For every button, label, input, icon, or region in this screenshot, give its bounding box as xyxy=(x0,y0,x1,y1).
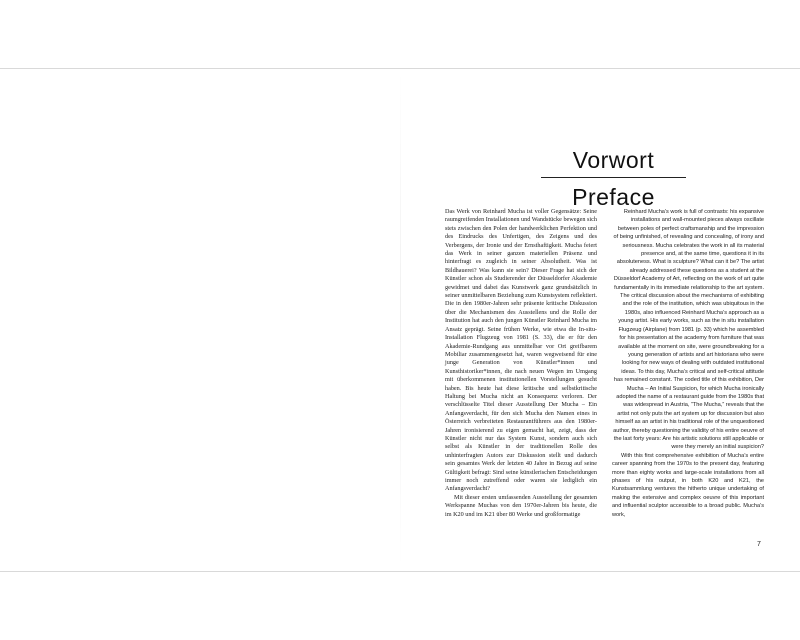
title-german: Vorwort xyxy=(572,147,655,173)
title-divider xyxy=(541,177,686,178)
german-paragraph-1: Das Werk von Reinhard Mucha ist voller Gegensätze: Seine raumgreifenden Installationen und Wandstücke bewegen sich stets zwischen den Polen der handwerklichen Perfektion und des Eindrucks des Unfertigen, des Zeigens und des Verbergens, der Ironie und der Ernsthaftigkeit. Mucha feiert das Werk in seiner ganzen materiellen Präsenz und hinterfragt es zugleich in seiner Absolutheit. Was ist Bildhauerei? Was kann sie sein? Dieser Frage hat sich der Künstler schon als Studierender der Düsseldorfer Akademie gewidmet und dabei das Kunstwerk ganz grundsätzlich in seiner unmittelbaren Beziehung zum Kunstsystem reflektiert. Die in den 1980er-Jahren sehr präsente kritische Diskussion über die Mechanismen des Ausstellens und die Rolle der Institution hat auch den jungen Künstler Reinhard Mucha im Ansatz geprägt. Seine frühen Werke, wie etwa die In-situ-Installation Flugzeug von 1981 (S. 33), die er für den Akademie-Rundgang aus unmittelbar vor Ort greifbarem Mobiliar zusammengesetzt hat, waren wegweisend für eine junge Generation von Künstler*innen und Kunsthistoriker*innen, die nach neuen Wegen im Umgang mit überkommenen institutionellen Vorstellungen gesucht haben. Bis heute hat diese kritische und selbstkritische Haltung bei Mucha nicht an Konsequenz verloren. Der verschlüsselte Titel dieser Ausstellung Der Mucha – Ein Anfangsverdacht, für den sich Mucha den Namen eines in Österreich verbreiteten Restaurantführers aus den 1980er-Jahren ironisierend zu eigen gemacht hat, zeigt, dass der Künstler nicht nur das System Kunst, sondern auch sich selbst als Künstler in der traditionellen Rolle des unhinterfragten Autors zur Diskussion stellt und dadurch sein gesamtes Werk der letzten 40 Jahre in Bezug auf seine Gültigkeit befragt: Sind seine künstlerischen Entscheidungen immer noch zutreffend oder waren sie lediglich ein Anfangsverdacht? xyxy=(445,208,597,493)
page-number: 7 xyxy=(757,541,761,548)
german-paragraph-2: Mit dieser ersten umfassenden Ausstellung der gesamten Werkspanne Muchas von den 1970er-Jahren bis heute, die im K20 und im K21 über 80 Werke und großformatige xyxy=(445,493,597,518)
english-paragraph-2: With this first comprehensive exhibition of Mucha’s entire career spanning from the 1970s to the present day, featuring more than eighty works and large-scale installations from all phases of his output, in both K20 and K21, the Kunstsammlung ventures the hitherto unique undertaking of making the extensive and complex oeuvre of this important and influential sculptor accessible to a broad public. Mucha’s work, xyxy=(612,452,764,518)
german-column xyxy=(445,208,597,519)
title-block xyxy=(541,146,686,211)
title-english: Preface xyxy=(572,184,655,210)
english-column xyxy=(612,208,764,519)
english-paragraph-1: Reinhard Mucha’s work is full of contrasts: his expansive installations and wall-mounted pieces always oscillate between poles of perfect craftsmanship and the impression of being unfinished, of revealing and concealing, of irony and seriousness. Mucha celebrates the work in all its material presence and, at the same time, questions it in its absoluteness. What is sculpture? What can it be? The artist already addressed these questions as a student at the Düsseldorf Academy of Art, reflecting on the work of art quite fundamentally in its immediate relationship to the art system. The critical discussion about the mechanisms of exhibiting and the role of the institution, which was ubiquitous in the 1980s, also influenced Reinhard Mucha’s approach as a young artist. His early works, such as the in situ installation Flugzeug (Airplane) from 1981 (p. 33) which he assembled for his presentation at the academy from furniture that was available at the moment on site, were groundbreaking for a young generation of artists and art historians who were looking for new ways of dealing with outdated institutional ideas. To this day, Mucha’s critical and self-critical attitude has remained constant. The coded title of this exhibition, Der Mucha – An Initial Suspicion, for which Mucha ironically adopted the name of a restaurant guide from the 1980s that was widespread in Austria, “The Mucha,” reveals that the artist not only puts the art system up for discussion but also himself as an artist in his traditional role of the unquestioned author, thereby questioning the validity of his entire oeuvre of the last forty years: Are his artistic solutions still applicable or were they merely an initial suspicion? xyxy=(613,209,764,451)
book-gutter xyxy=(400,68,401,570)
